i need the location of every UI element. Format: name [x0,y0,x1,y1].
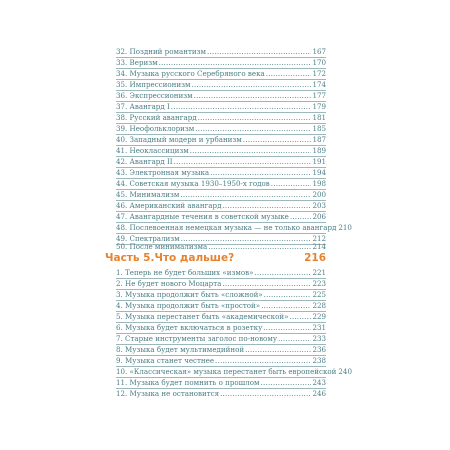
toc-entry-page: 246 [312,389,326,398]
toc-entry-page: 194 [312,168,326,177]
toc-entry-page: 181 [312,113,326,122]
toc-leader-dots [289,312,311,321]
toc-entry-title: 10. «Классическая» музыка перестанет быть европейской [116,367,337,376]
toc-entry-title: 2. Не будет нового Моцарта [116,279,222,288]
toc-entry-page: 198 [312,179,326,188]
toc-entry [116,133,326,144]
toc-leader-dots [174,157,312,166]
toc-entry [116,155,326,166]
toc-leader-dots [210,168,311,177]
toc-entry-page: 221 [312,268,326,277]
toc-entry-page: 229 [312,312,326,321]
toc-entry-title: 43. Электронная музыка [116,168,210,177]
toc-entry-page: 191 [312,157,326,166]
toc-entry-page: 236 [312,345,326,354]
toc-entry [116,288,326,299]
toc-leader-dots [271,179,312,188]
toc-entry-page: 212 [312,234,326,243]
toc-entry [116,354,326,365]
toc-entry-page: 214 [312,242,326,251]
toc-entry [116,111,326,122]
toc-entry [116,299,326,310]
toc-leader-dots [220,389,311,398]
toc-entry-title: 46. Американский авангард [116,201,222,210]
toc-entry-page: 170 [312,58,326,67]
toc-entry-title: 4. Музыка продолжит быть «простой» [116,301,261,310]
toc-entry [116,266,326,277]
toc-entry-page: 187 [312,135,326,144]
toc-entry-title: 42. Авангард II [116,157,173,166]
toc-entry-title: 48. Послевоенная немецкая музыка — не только авангард [116,223,337,232]
toc-leader-dots [194,91,312,100]
toc-entry-title: 37. Авангард I [116,102,170,111]
toc-entry-title: 32. Поздний романтизм [116,47,206,56]
toc-entry-page: 210 [338,223,352,232]
toc-leader-dots [266,69,312,78]
toc-entry-title: 40. Западный модерн и урбанизм [116,135,242,144]
toc-entry [116,321,326,332]
toc-entry [116,177,326,188]
toc-leader-dots [278,334,311,343]
toc-leader-dots [261,378,312,387]
toc-leader-dots [192,80,312,89]
toc-entry [116,365,352,376]
toc-leader-dots [190,146,312,155]
toc-entry-page: 206 [312,212,326,221]
toc-entry [116,56,326,67]
toc-entry [116,188,326,199]
toc-entry [116,67,326,78]
toc-entry-title: 1. Теперь не будет больших «измов» [116,268,254,277]
toc-entry-title: 11. Музыка будет помнить о прошлом [116,378,260,387]
toc-entry-title: 8. Музыка будет мультимедийной [116,345,245,354]
toc-entry [116,221,352,232]
toc-entry-title: 39. Неофольклоризм [116,124,195,133]
toc-entry [116,277,326,288]
toc-entry [116,100,326,111]
toc-leader-dots [207,47,311,56]
toc-entry [116,387,326,398]
toc-entry-page: 172 [312,69,326,78]
toc-entry-page: 200 [312,190,326,199]
toc-entry [116,376,326,387]
toc-entry-title: 3. Музыка продолжит быть «сложной» [116,290,263,299]
toc-leader-dots [180,190,311,199]
toc-entry [116,199,326,210]
part-heading-page: 216 [304,252,326,264]
toc-entry-title: 38. Русский авангард [116,113,197,122]
toc-entry-title: 12. Музыка не остановится [116,389,220,398]
toc-entry-page: 223 [312,279,326,288]
toc-entry-page: 179 [312,102,326,111]
part-heading-title: Часть 5.Что дальше? [105,252,235,264]
toc-leader-dots [263,323,311,332]
toc-leader-dots [159,58,312,67]
toc-entry-page: 238 [312,356,326,365]
toc-entry [116,45,326,56]
toc-entry-title: 35. Импрессионизм [116,80,191,89]
toc-entry-page: 228 [312,301,326,310]
toc-entry [116,332,326,343]
toc-entry-title: 9. Музыка станет честнее [116,356,215,365]
toc-leader-dots [264,290,312,299]
toc-entry [116,166,326,177]
toc-entry-page: 185 [312,124,326,133]
toc-entry-page: 233 [312,334,326,343]
toc-entry-title: 33. Веризм [116,58,158,67]
toc-entry-title: 49. Спектрализм [116,234,180,243]
toc-leader-dots [215,356,311,365]
toc-entry-page: 177 [312,91,326,100]
toc-leader-dots [222,279,311,288]
toc-entry-page: 174 [312,80,326,89]
toc-entry-title: 34. Музыка русского Серебряного века [116,69,265,78]
toc-entry [116,78,326,89]
toc-entry-title: 36. Экспрессионизм [116,91,193,100]
toc-entry-page: 189 [312,146,326,155]
toc-entry-page: 240 [338,367,352,376]
toc-entry-title: 6. Музыка будет включаться в розетку [116,323,263,332]
toc-entry-title: 50. После минимализма [116,242,208,251]
part-heading [105,250,326,264]
toc-entry-title: 41. Неоклассицизм [116,146,189,155]
toc-entry [116,122,326,133]
toc-leader-dots [290,212,312,221]
toc-entry [116,210,326,221]
toc-entry-title: 7. Старые инструменты заголос по-новому [116,334,278,343]
toc-entry-title: 44. Советская музыка 1930–1950-х годов [116,179,270,188]
toc-leader-dots [171,102,312,111]
toc-entry [116,89,326,100]
toc-entry-title: 5. Музыка перестанет быть «академической» [116,312,289,321]
toc-entry-title: 45. Минимализм [116,190,180,199]
toc-leader-dots [222,201,311,210]
toc-entry-page: 243 [312,378,326,387]
toc-leader-dots [261,301,311,310]
toc-entry-page: 231 [312,323,326,332]
toc-leader-dots [243,135,312,144]
toc-leader-dots [254,268,311,277]
toc-leader-dots [195,124,311,133]
toc-entry-title: 47. Авангардные течения в советской музыке [116,212,289,221]
toc-entry [116,343,326,354]
toc-entry-page: 167 [312,47,326,56]
toc-leader-dots [198,113,312,122]
toc-entry [116,310,326,321]
toc-entry [116,144,326,155]
toc-leader-dots [245,345,311,354]
toc-entry-page: 225 [312,290,326,299]
toc-entry-page: 203 [312,201,326,210]
